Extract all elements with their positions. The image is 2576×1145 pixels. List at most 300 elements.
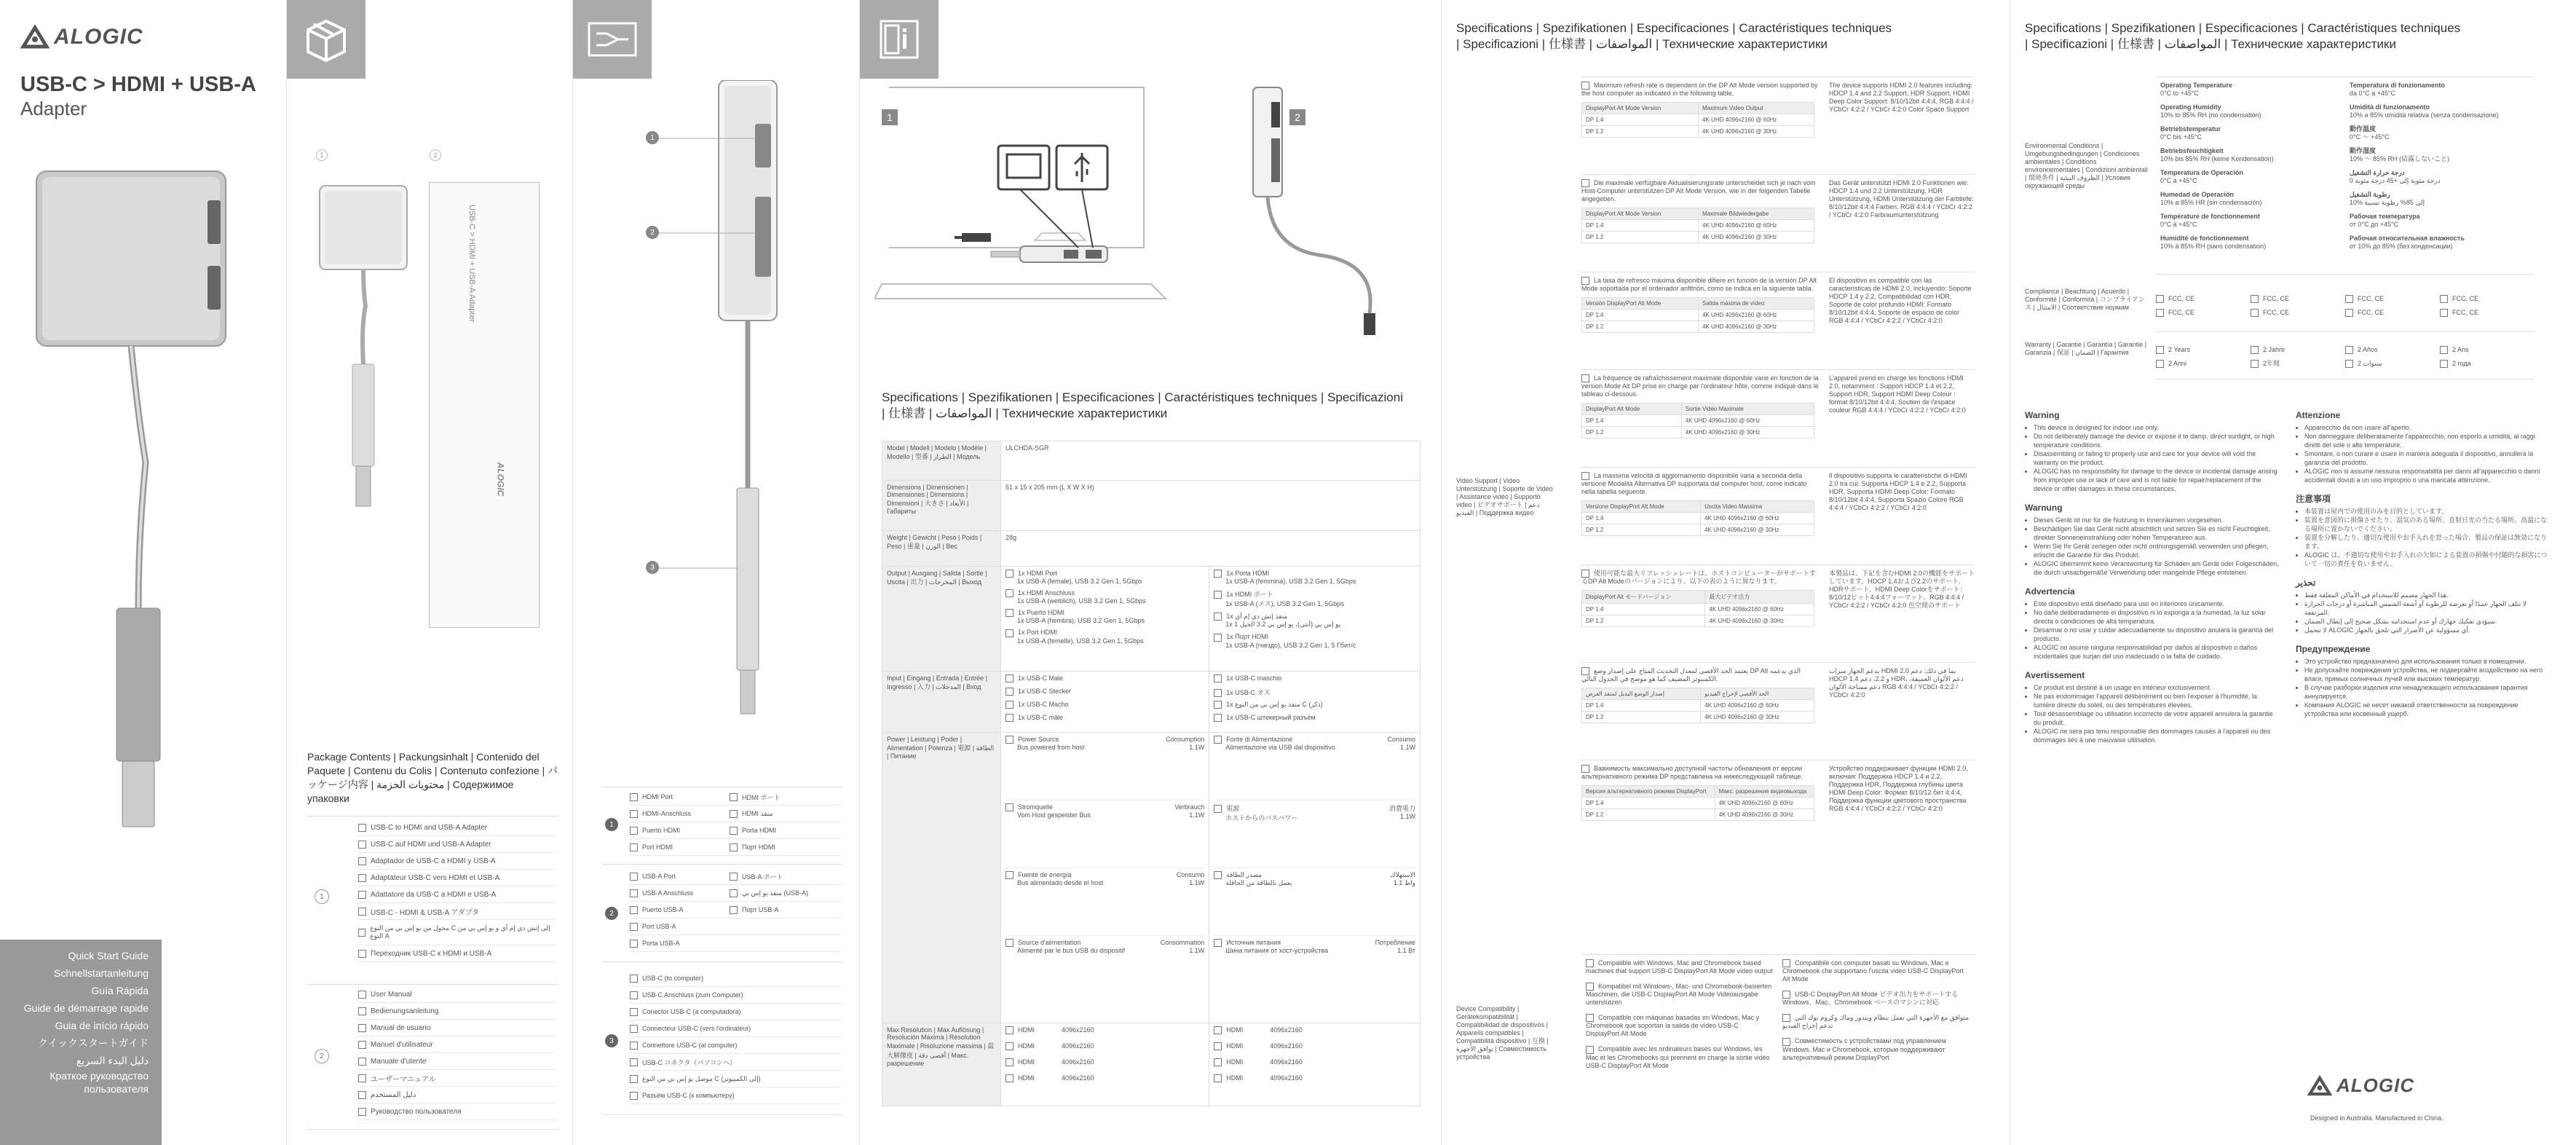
res-port: HDMI <box>1226 1058 1244 1066</box>
list-item <box>630 789 841 806</box>
table-header: DisplayPort Alt Mode <box>1582 404 1682 415</box>
video-block-left <box>1581 82 1829 170</box>
warning-list <box>2025 516 2280 577</box>
list-item-label: Manuale d'utente <box>371 1057 427 1066</box>
cover-panel <box>0 0 286 1145</box>
table-row <box>1582 415 1814 427</box>
table-cell: 4K UHD 4096x2160 @ 30Hz <box>1699 232 1814 243</box>
bullet-box <box>1581 472 1589 480</box>
compliance-value <box>2156 309 2251 317</box>
guide-title: Schnellstartanleitung <box>54 967 149 979</box>
bullet-box <box>358 857 366 865</box>
env-col-right <box>2345 77 2534 274</box>
bullet-box <box>358 1007 366 1015</box>
list-item: • Это устройство предназначено для использования только в помещении. <box>2304 657 2551 666</box>
guide-title: Guide de démarrage rapide <box>23 1002 149 1014</box>
output-line: 1x USB-A (female), USB 3.2 Gen 1, 5Gbps <box>1017 578 1142 586</box>
guide-title: クイックスタートガイド <box>37 1037 149 1049</box>
bullet-box <box>2440 295 2448 303</box>
bullet-box <box>730 906 738 914</box>
list-item <box>358 903 555 920</box>
port-label: HDMI منفذ <box>742 809 773 817</box>
maxres-col-left <box>1001 1023 1209 1106</box>
compliance-value <box>2345 295 2440 303</box>
env-value: 0°C a +45°C <box>2160 177 2197 184</box>
warning-title: Avertissement <box>2025 670 2085 680</box>
grid-text: 2 Anni <box>2168 360 2187 367</box>
warning-list <box>2296 507 2551 568</box>
res-value: 4096x2160 <box>1270 1058 1303 1066</box>
bullet-box <box>2251 360 2259 368</box>
res-port: HDMI <box>1018 1026 1035 1034</box>
warning-title: Warning <box>2025 410 2060 420</box>
table-cell: 4K UHD 4096x2160 @ 30Hz <box>1681 427 1814 438</box>
table-row <box>1582 524 1814 536</box>
compliance-value <box>2440 309 2534 317</box>
bullet-box <box>358 1058 366 1066</box>
list-item: • No dañe deliberadamente el dispositivo ni lo exponga a la humedad, la luz solar directa o condiciones de alta temperatura. <box>2034 608 2280 626</box>
bullet-box <box>2345 346 2353 354</box>
env-value: 0°C ～ +45°C <box>2350 133 2390 141</box>
list-item <box>630 885 841 902</box>
brand-logo <box>20 25 143 50</box>
env-item <box>2350 169 2530 185</box>
package-panel <box>287 0 572 1145</box>
env-item <box>2350 147 2530 163</box>
bullet-box <box>630 1092 638 1100</box>
table-header: Versione DisplayPort Alt Mode <box>1582 501 1701 513</box>
table-cell: DP 1.4 <box>1582 114 1699 126</box>
port-number: 1 <box>646 131 659 144</box>
list-item: • ALOGIC has no responsibility for damage to the device or incidental damage arising from improper use or lack of care and is not liable for repair/replacement of the device or other damages in these circumstances. <box>2034 467 2280 493</box>
list-item: • Компания ALOGIC не несет никакой ответственности за повреждение устройства или косвенный ущерб. <box>2304 701 2551 718</box>
table-header: DisplayPort Alt Mode Version <box>1582 103 1699 114</box>
video-block-left <box>1581 179 1829 267</box>
table-cell: 4K UHD 4096x2160 @ 30Hz <box>1715 809 1814 821</box>
footer-text: Designed in Australia. Manufactured in China. <box>2310 1114 2443 1122</box>
bullet-box <box>630 923 638 931</box>
video-block-left <box>1581 472 1829 560</box>
bullet-box <box>1581 82 1589 90</box>
table-row <box>882 441 1421 481</box>
list-item: • This device is designed for indoor use only. <box>2034 423 2280 432</box>
env-item <box>2160 213 2341 229</box>
power-cell: 電源 消費電力 ホストからのバスパワー 1.1W <box>1214 800 1415 868</box>
port-label: Разъём USB-C (к компьютеру) <box>642 1092 735 1099</box>
table-header: Макс. разрешение видеовыхода <box>1715 786 1814 798</box>
input-line: 1x USB-C Stecker <box>1018 688 1072 695</box>
env-item <box>2160 103 2341 119</box>
bullet-box <box>2156 346 2164 354</box>
env-title: Temperatura de Operación <box>2160 169 2243 176</box>
output-line: 1x USB-A (メス), USB 3.2 Gen 1, 5Gbps <box>1225 600 1344 608</box>
env-value: 0°C to +45°C <box>2160 90 2199 97</box>
list-item <box>358 1087 555 1103</box>
table-row <box>1582 310 1814 321</box>
table-row <box>1582 298 1814 310</box>
adapter-drawing <box>316 182 411 648</box>
bullet-box <box>1581 179 1589 187</box>
grid-text: 2 سنوات <box>2358 360 2382 367</box>
warranty-label: Warranty | Garantie | Garantía | Garantie | Garanzia | 保証 | الضمان | Гарантия <box>2025 341 2147 356</box>
warning-list <box>2025 683 2280 744</box>
env-title: Рабочая температура <box>2350 213 2420 220</box>
list-item: • 本装置は屋内での使用のみを目的としています。 <box>2304 507 2551 516</box>
table-header: إصدار الوضع البديل لمنفذ العرض <box>1582 688 1701 700</box>
env-item <box>2160 191 2341 207</box>
env-value: da 0°C a +45°C <box>2350 90 2395 97</box>
group-number: 1 <box>315 889 329 904</box>
brand-name: ALOGIC <box>54 25 143 49</box>
table-cell: 4K UHD 4096x2160 @ 30Hz <box>1701 712 1814 723</box>
compat-text: USB-C DisplayPort Alt Mode ビデオ出力をサポートする Windows、Mac、Chromebook ベースのマシンに対応 <box>1782 991 1959 1007</box>
table-cell: 4K UHD 4096x2160 @ 30Hz <box>1705 615 1814 627</box>
video-block-left <box>1581 667 1829 755</box>
table-cell: DP 1.2 <box>1582 232 1699 243</box>
list-item <box>630 935 841 952</box>
video-text: Die maximale verfügbare Aktualisierungsrate unterscheidet sich je nach vom Host-Computer unterstützen DP Alt Mode Version, wie in der folgenden Tabelle angegeben. <box>1581 179 1816 203</box>
spec-heading: Specifications | Spezifikationen | Especificaciones | Caractéristiques techniques | Specificazioni | 仕様書 | المواصفات | Технические характеристики <box>2025 21 2461 51</box>
connection-diagram <box>874 80 1428 342</box>
table-header: Salida máxima de vídeo <box>1699 298 1814 310</box>
warning-title: Attenzione <box>2296 410 2341 420</box>
port-list-2 <box>630 868 841 952</box>
video-block-left <box>1581 765 1829 853</box>
manual-logo: ALOGIC <box>495 462 506 497</box>
port-label: Puerto HDMI <box>642 827 681 834</box>
bullet-box <box>730 793 738 801</box>
table-row <box>1582 126 1814 138</box>
env-item <box>2160 169 2341 185</box>
bullet-box <box>730 810 738 818</box>
port-group-3 <box>602 969 842 1115</box>
warnings-col-right <box>2296 401 2551 718</box>
bullet-box <box>2251 309 2259 317</box>
table-cell: 4K UHD 4096x2160 @ 60Hz <box>1699 310 1814 321</box>
port-label: USB-A Anschluss <box>642 889 694 897</box>
output-line: 1x Puerto HDMI <box>1005 609 1204 617</box>
bullet-box <box>630 1025 638 1033</box>
env-value: 10% a 85% HR (sin condensación) <box>2160 199 2262 206</box>
spec-table <box>882 441 1421 1106</box>
grid-text: FCC, CE <box>2452 294 2478 302</box>
compat-section <box>1581 954 1975 1082</box>
res-port: HDMI <box>1018 1058 1035 1066</box>
input-line: 1x USB-C Macho <box>1018 701 1069 708</box>
video-features: Il dispositivo supporta le caratteristiche di HDMI 2.0 tra cui: Supporta HDCP 1.4 e 2.2, Supporta HDR, Supporta HDMI Deep Color: Formato 8/10/12bit 4:4:4, Supporta Spazio Colore RGB 4:4:4 / YCbCr 4:2:2 / YCbCr 4:2:0 <box>1829 472 1967 511</box>
port-label: Port HDMI <box>642 843 673 851</box>
list-item: • Ne pas endommager l'appareil délibérément ou bien l'exposer à l'humidité, la lumière directe du soleil, ou des températures élevées. <box>2034 692 2280 709</box>
env-value: 10% à 85% RH (sans condensation) <box>2160 243 2267 250</box>
port-label: Порт USB-A <box>742 906 779 913</box>
list-item <box>358 1103 555 1120</box>
env-value: 10% إلى 85% رطوبة نسبية <box>2350 199 2425 206</box>
bullet-box <box>630 991 638 999</box>
table-cell: DP 1.4 <box>1582 513 1701 524</box>
table-cell: 4K UHD 4096x2160 @ 30Hz <box>1701 524 1814 536</box>
compat-text: Compatible with Windows, Mac and Chromebook based machines that support USB-C DisplayPort Alt Mode video output <box>1586 959 1773 975</box>
list-item <box>630 1004 841 1020</box>
group-number: 2 <box>315 1049 329 1063</box>
power-col-right <box>1209 733 1421 1023</box>
package-heading: Package Contents | Packungsinhalt | Contenido del Paquete | Contenu du Colis | Contenuto confezione | パッケージ内容 | محتويات الحزمة | Содержимое упаковки <box>307 751 558 804</box>
product-title: USB-C > HDMI + USB-A <box>20 73 256 96</box>
bullet-box <box>2440 309 2448 317</box>
compat-text: Совместимость с устройствами под управлением Windows, Mac и Chromebook, которые поддерживают альтернативный режим DisplayPort <box>1782 1037 1946 1061</box>
table-header: Uscita Video Massima <box>1701 501 1814 513</box>
port-label: HDMI-Anschluss <box>642 810 692 817</box>
env-value: 0°C bis +45°C <box>2160 133 2202 141</box>
compat-text: متوافق مع الأجهزة التي تعمل بنظام ويندوز وماك وكروم بوك التي تدعم إخراج الفيديو <box>1782 1014 1969 1030</box>
list-item: • 装置を意図的に損傷させたり、湿気のある場所、直射日光の当たる場所、高温になる場所に置かないでください。 <box>2304 516 2551 533</box>
video-features: 本製品は、下記を含むHDMI 2.0の機能をサポートしています。HDCP 1.4および2.2のサポート、HDRサポート、HDMI Deep Colorをサポート：8/10/12ビット4:4:4フォーマット、RGB 4:4:4 / YCbCr 4:2:2 / YCbCr 4:2:0 色空間のサポート <box>1829 570 1975 609</box>
input-col-left <box>1001 672 1209 733</box>
env-title: رطوبة التشغيل <box>2350 191 2390 198</box>
grid-text: 2 года <box>2452 360 2471 367</box>
table-cell: DP 1.4 <box>1582 604 1705 615</box>
package-group-1 <box>307 816 558 985</box>
port-label: Порт HDMI <box>742 843 775 851</box>
table-cell: DP 1.2 <box>1582 615 1705 627</box>
output-line: 1x USB-A (hembra), USB 3.2 Gen 1, 5Gbps <box>1017 617 1145 625</box>
output-line: 1x USB-A (weiblich), USB 3.2 Gen 1, 5Gbps <box>1017 597 1146 605</box>
dp-table <box>1581 785 1814 821</box>
dp-table <box>1581 297 1814 333</box>
bullet-box <box>358 1108 366 1116</box>
adapter-illustration <box>29 157 240 936</box>
table-cell: DP 1.4 <box>1582 415 1682 427</box>
grid-text: FCC, CE <box>2358 294 2384 302</box>
res-value: 4096x2160 <box>1062 1058 1094 1066</box>
power-col-left <box>1001 733 1209 1023</box>
output-col-right <box>1209 567 1421 672</box>
compat-text: Kompatibel mit Windows-, Mac- und Chromebook-basierten Maschinen, die USB-C DisplayPort Alt Mode Videoausgabe unterstützen <box>1586 983 1772 1007</box>
row-label: Output | Ausgang | Salida | Sortie | Uscita | 出力 | المخرجات | Выход <box>882 567 1001 672</box>
table-row <box>1582 688 1814 700</box>
env-title: Umidità di funzionamento <box>2350 103 2430 111</box>
dp-table <box>1581 102 1814 138</box>
table-cell: DP 1.4 <box>1582 310 1699 321</box>
env-title: Humidité de fonctionnement <box>2160 235 2249 242</box>
res-value: 4096x2160 <box>1062 1042 1094 1050</box>
bullet-box <box>2345 309 2353 317</box>
res-value: 4096x2160 <box>1270 1042 1303 1050</box>
port-group-2 <box>602 867 842 962</box>
env-item <box>2350 191 2530 207</box>
table-cell: 4K UHD 4096x2160 @ 60Hz <box>1701 513 1814 524</box>
info-tab <box>860 0 939 79</box>
bullet-box <box>2251 295 2259 303</box>
list-item: • Ce produit est destiné à un usage en intérieur exclusivement. <box>2034 683 2280 692</box>
list-item <box>630 918 841 935</box>
input-line: 1x USB-C オス <box>1226 689 1271 696</box>
list-item-label: Adaptateur USB-C vers HDMI et USB-A <box>371 873 500 882</box>
grid-text: 2 Years <box>2168 345 2191 353</box>
env-col-left <box>2156 77 2345 274</box>
list-item <box>358 853 555 870</box>
grid-text: 2 Años <box>2358 345 2378 353</box>
compliance-value <box>2156 295 2251 303</box>
list-item <box>358 986 555 1003</box>
warranty-value <box>2156 346 2251 354</box>
bullet-box <box>2345 360 2353 368</box>
bullet-box <box>358 891 366 899</box>
env-value: 10% ～ 85% RH (結露しないこと) <box>2350 155 2450 162</box>
video-block <box>1581 174 1975 272</box>
video-features: Das Gerät unterstützt HDMI 2.0 Funktionen wie: HDCP 1.4 und 2.2 Unterstützung, HDR Unterstützung, HDMI Unterstützung der Farbtiefe: 8/10/12bit 4:4:4 Farben, RGB 4:4:4 / YCbCr 4:2:2 / YCbCr 4:2:0 Farbraumunterstützung <box>1829 179 1974 219</box>
list-item: • Dieses Gerät ist nur für die Nutzung in Innenräumen vorgesehen. <box>2034 516 2280 524</box>
bullet-box <box>358 991 366 999</box>
bullet-box <box>2251 346 2259 354</box>
video-text: Maximum refresh rate is dependent on the DP Alt Mode version supported by the host computer as indicated in the following table. <box>1581 82 1818 98</box>
output-line: 1x منفذ إتش دي إم آي <box>1214 613 1415 621</box>
dp-table <box>1581 688 1814 723</box>
guide-title: Guía Rápida <box>91 985 149 996</box>
guide-titles-box <box>0 940 162 1145</box>
bullet-box <box>630 1008 638 1016</box>
table-row <box>882 567 1421 672</box>
list-item <box>630 1054 841 1071</box>
bullet-box <box>2440 346 2448 354</box>
grid-text: 2 Jahre <box>2263 345 2285 353</box>
env-value: от 10% до 85% (без конденсации) <box>2350 243 2453 250</box>
list-item-label: Adaptador de USB-C a HDMI y USB-A <box>371 857 496 865</box>
footer-logo <box>2307 1074 2414 1097</box>
table-header: 最大ビデオ出力 <box>1705 591 1814 604</box>
port-label: Puerto USB-A <box>642 906 684 913</box>
list-item: • Beschädigen Sie das Gerät nicht absichtlich und setzen Sie es nicht Feuchtigkeit, direkter Sonneneinstrahlung oder hohen Temperaturen aus. <box>2034 524 2280 542</box>
warranty-value <box>2345 360 2440 368</box>
env-title: Operating Humidity <box>2160 103 2221 111</box>
book-info-icon <box>875 15 923 63</box>
table-cell: DP 1.2 <box>1582 524 1701 536</box>
usb-hub-icon <box>586 17 639 61</box>
table-cell: 4K UHD 4096x2160 @ 60Hz <box>1699 220 1814 232</box>
guide-title: Guia de início rápido <box>55 1020 149 1031</box>
bullet-box <box>730 827 738 835</box>
input-line: 1x USB-C mâle <box>1018 714 1064 721</box>
table-header: Sortie Vidéo Maximale <box>1681 404 1814 415</box>
res-value: 4096x2160 <box>1270 1026 1303 1034</box>
table-row <box>1582 700 1814 712</box>
port-label: Port USB-A <box>642 923 676 930</box>
table-cell: 4K UHD 4096x2160 @ 60Hz <box>1701 700 1814 712</box>
warnings-col-left <box>2025 401 2280 744</box>
list-item: • سيؤدي تفكيك جهازك أو عدم استخدامه بشكل صحيح إلى إبطال الضمان. <box>2304 617 2551 626</box>
list-item <box>630 902 841 918</box>
table-cell: DP 1.2 <box>1582 321 1699 333</box>
port-label: Conector USB-C (a computadora) <box>642 1008 741 1015</box>
bullet-box <box>630 906 638 914</box>
power-cell: Fuente de energía Consumo Bus alimentado desde el host 1.1W <box>1005 868 1204 936</box>
list-item-label: ユーザーマニュアル <box>371 1075 436 1084</box>
video-block <box>1581 369 1975 467</box>
table-row <box>1582 220 1814 232</box>
bullet-box <box>358 1091 366 1099</box>
table-row <box>1582 604 1814 615</box>
list-item: • Este dispositivo está diseñado para uso en interiores únicamente. <box>2034 599 2280 608</box>
env-item <box>2350 235 2530 251</box>
list-item <box>630 822 841 839</box>
list-item: • Tout désassemblage ou utilisation incorrecte de votre appareil annulera la garantie du produit. <box>2034 709 2280 727</box>
table-row <box>882 1023 1421 1106</box>
bullet-box <box>630 1058 638 1066</box>
table-row <box>1582 404 1814 415</box>
spec1-panel <box>860 0 1441 1145</box>
input-line: 1x منفذ يو إس بي من النوع C (ذكر) <box>1226 701 1323 708</box>
figure-number: 2 <box>430 149 441 161</box>
table-cell: DP 1.2 <box>1582 427 1682 438</box>
bullet-box <box>630 843 638 851</box>
grid-text: FCC, CE <box>2168 309 2194 316</box>
power-cell: Источник питания Потребление Шина питания от хост-устройства 1.1 Вт <box>1214 936 1415 1003</box>
bullet-box <box>2156 295 2164 303</box>
port-label: USB-C コネクタ（パソコンへ） <box>642 1058 737 1066</box>
res-port: HDMI <box>1018 1074 1035 1082</box>
manual-label: USB-C > HDMI + USB-A Adapter <box>467 205 476 323</box>
res-port: HDMI <box>1226 1042 1244 1050</box>
compliance-value <box>2251 309 2345 317</box>
video-label: Video Support | Video Unterstützung | Soporte de Video | Assistance vidéo | Supporto video | ビデオサポート | دعم الفيديو | Поддержка видео <box>1456 477 1553 516</box>
bullet-box <box>358 1024 366 1032</box>
list-item: • ALOGIC は、不適切な使用やお手入れの欠如による装置の損傷や付随的な損害について一切の責任を負いません。 <box>2304 551 2551 568</box>
figure-number: 1 <box>316 149 328 161</box>
package-group-2 <box>307 983 558 1130</box>
env-item <box>2160 147 2341 163</box>
bullet-box <box>358 950 366 958</box>
list-item <box>358 836 555 853</box>
bullet-box <box>630 810 638 818</box>
video-text: Вавиимость максимально доступной частоты обновления от версии альтернативного режима DP представлена на нижеследующей таблице. <box>1581 765 1803 781</box>
bullet-box <box>2156 360 2164 368</box>
port-list-1 <box>630 789 841 856</box>
grid-text: FCC, CE <box>2168 294 2194 302</box>
list-item <box>358 1053 555 1070</box>
table-row <box>1582 786 1814 798</box>
list-item <box>630 839 841 856</box>
box-icon <box>301 14 352 65</box>
list-item-label: محول من يو إس بي من النوع C إلى إتش دي إم آي و يو إس بي من النوع A <box>370 924 550 940</box>
video-text: La tasa de refresco máxima disponible difiere en función de la versión DP Alt Mode soportada por el ordenador anfitrión, como se indica en la siguiente tabla. <box>1581 277 1817 293</box>
table-row <box>1582 232 1814 243</box>
compliance-value <box>2251 295 2345 303</box>
video-block-left <box>1581 277 1829 365</box>
output-line: 1x HDMI Port <box>1005 570 1204 578</box>
bullet-box <box>2345 295 2353 303</box>
port-number: 3 <box>646 561 659 574</box>
group-number: 1 <box>605 818 618 831</box>
env-title: 動作温度 <box>2350 125 2377 133</box>
env-section <box>2156 76 2534 275</box>
env-title: 動作湿度 <box>2350 147 2377 154</box>
list-item-label: User Manual <box>371 990 412 999</box>
compat-text: Compatible con máquinas basadas en Windows, Mac y Chromebook que soportan la salida de vídeo USB-C DisplayPort Alt Mode <box>1586 1014 1760 1038</box>
list-item: • Не допускайте повреждения устройства, не подвергайте воздействию на него влаги, прямых солнечных лучей или высоких температур. <box>2304 666 2551 683</box>
power-cell: Power Source Consumption Bus powered from host 1.1W <box>1005 736 1204 800</box>
warning-list <box>2296 591 2551 634</box>
env-title: Betriebsfeuchtigkeit <box>2160 147 2224 154</box>
table-header: DisplayPort Alt モードバージョン <box>1582 591 1705 604</box>
bullet-box <box>730 843 738 851</box>
table-row <box>1582 114 1814 126</box>
env-title: Рабочая относительная влажность <box>2350 235 2465 242</box>
bullet-box <box>1581 667 1589 675</box>
list-item-label: Руководство пользователя <box>371 1107 462 1116</box>
bullet-box <box>730 873 738 881</box>
compat-text: Compatible avec les ordinateurs basés sur Windows, les Mac et les Chromebooks qui prennent en charge la sortie vidéo USB-C DisplayPort Alt Mode <box>1586 1045 1770 1069</box>
spec-heading: Specifications | Spezifikationen | Especificaciones | Caractéristiques techniques | Specificazioni | 仕様書 | المواصفات | Технические характеристики <box>1456 21 1892 51</box>
list-item <box>358 1036 555 1053</box>
